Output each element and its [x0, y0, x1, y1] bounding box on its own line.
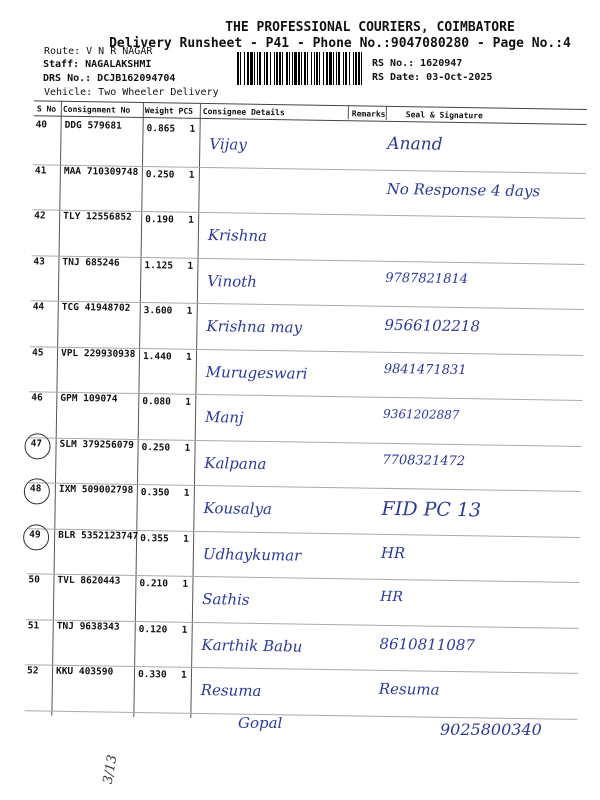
row-weight: 0.080 — [142, 396, 171, 408]
row-sno: 45 — [31, 346, 44, 358]
row-signature: 9566102218 — [384, 315, 481, 336]
barcode-image — [236, 52, 364, 85]
row-sno: 47 — [30, 437, 43, 449]
row-weight: 0.190 — [145, 214, 174, 226]
row-weight: 3.600 — [143, 305, 173, 317]
row-consignment: MAA 710309748 — [63, 165, 139, 178]
row-consignee-name: Karthik Babu — [201, 635, 303, 656]
row-consignee-name: Resuma — [200, 681, 262, 700]
row-consignee-name: Murugeswari — [205, 362, 308, 383]
row-pcs: 1 — [183, 487, 190, 499]
extra-consignee-name: Gopal — [238, 714, 283, 732]
row-pcs: 1 — [183, 533, 189, 545]
row-sno: 49 — [29, 528, 41, 540]
rs-number: RS No.: 1620947 — [372, 58, 463, 69]
row-consignment: TNJ 685246 — [62, 256, 120, 269]
row-pcs: 1 — [184, 442, 191, 454]
row-consignee-name: Vijay — [209, 135, 247, 154]
row-pcs: 1 — [182, 578, 189, 590]
row-consignee-name: Kousalya — [203, 499, 273, 519]
row-weight: 0.210 — [139, 578, 169, 590]
rs-date: RS Date: 03-Oct-2025 — [372, 72, 493, 83]
row-consignment: DDG 579681 — [64, 119, 122, 132]
row-circle-mark — [23, 524, 49, 550]
col-sno: S No — [36, 104, 57, 114]
row-sno: 48 — [29, 483, 42, 495]
row-signature: 7708321472 — [382, 452, 466, 469]
col-weight-pcs: Weight PCS — [144, 106, 194, 116]
staff-label: Staff: NAGALAKSHMI — [43, 59, 152, 70]
row-pcs: 1 — [188, 214, 194, 226]
drs-label: DRS No.: DCJB162094704 — [43, 73, 176, 84]
row-weight: 0.330 — [137, 669, 167, 681]
row-consignee-name: Sathis — [202, 590, 250, 609]
row-signature: 9841471831 — [383, 361, 467, 378]
row-pcs: 1 — [186, 305, 193, 317]
table-row — [4, 666, 578, 720]
col-consignee: Consignee Details — [202, 106, 285, 118]
row-sno: 46 — [31, 392, 43, 404]
row-weight: 1.440 — [142, 350, 172, 363]
row-consignment: GPM 109074 — [60, 392, 118, 405]
extra-signature: 9025800340 — [440, 720, 542, 739]
row-circle-mark — [24, 478, 50, 504]
vehicle-label: Vehicle: Two Wheeler Delivery — [44, 87, 219, 98]
row-pcs: 1 — [188, 169, 195, 181]
row-weight: 1.125 — [144, 259, 174, 272]
row-consignment: BLR 5352123747 — [58, 529, 139, 542]
row-signature: HR — [380, 588, 404, 606]
footer-note: 3/13 — [100, 753, 121, 786]
row-consignment: TLY 12556852 — [63, 210, 132, 223]
row-signature: No Response 4 days — [386, 179, 541, 200]
row-pcs: 1 — [187, 260, 194, 272]
row-sno: 40 — [35, 119, 48, 131]
row-sno: 43 — [33, 255, 46, 268]
row-pcs: 1 — [189, 123, 196, 135]
row-pcs: 1 — [180, 669, 187, 681]
row-consignment: TNJ 9638343 — [56, 620, 120, 633]
row-consignment: TCG 41948702 — [61, 301, 131, 314]
col-consignment: Consignment No — [62, 104, 131, 115]
row-signature: Anand — [387, 133, 443, 155]
row-signature: FID PC 13 — [381, 497, 482, 522]
row-pcs: 1 — [185, 351, 192, 363]
runsheet-table — [4, 100, 587, 749]
row-consignment: KKU 403590 — [55, 665, 114, 678]
row-weight: 0.355 — [140, 532, 169, 544]
row-weight: 0.865 — [146, 123, 176, 135]
row-consignment: VPL 229930938 — [60, 347, 136, 360]
row-signature: 9787821814 — [385, 270, 469, 287]
row-signature: Resuma — [378, 679, 440, 699]
row-weight: 0.250 — [145, 168, 175, 181]
row-consignment: SLM 379256079 — [59, 438, 135, 451]
row-signature: 8610811087 — [379, 634, 476, 654]
row-pcs: 1 — [185, 396, 192, 408]
row-sno: 51 — [27, 619, 40, 631]
runsheet-subtitle: Delivery Runsheet - P41 - Phone No.:9047080280 - Page No.:4 — [109, 36, 571, 51]
row-consignee-name: Kalpana — [204, 453, 267, 473]
row-consignee-name: Krishna may — [206, 317, 303, 337]
row-consignee-name: Vinoth — [207, 271, 258, 291]
row-consignee-name: Krishna — [207, 226, 268, 245]
row-circle-mark — [24, 433, 50, 459]
row-pcs: 1 — [181, 624, 188, 636]
row-consignee-name: Manj — [204, 408, 244, 427]
row-sno: 41 — [34, 164, 47, 177]
col-seal-signature: Seal & Signature — [405, 110, 483, 121]
row-consignment: TVL 8620443 — [57, 574, 121, 587]
company-title: THE PROFESSIONAL COURIERS, COIMBATORE — [225, 20, 515, 35]
row-sno: 42 — [34, 210, 46, 222]
route-label: Route: V N R NAGAR — [44, 46, 153, 57]
row-consignment: IXM 509002798 — [58, 483, 134, 496]
row-signature: HR — [380, 543, 406, 562]
row-consignee-name: Udhaykumar — [202, 544, 302, 565]
row-divider — [24, 710, 577, 720]
row-signature: 9361202887 — [383, 406, 460, 423]
row-sno: 44 — [32, 301, 45, 313]
row-weight: 0.250 — [141, 441, 171, 453]
row-weight: 0.120 — [138, 623, 168, 635]
row-weight: 0.350 — [140, 487, 170, 499]
row-sno: 52 — [26, 665, 39, 677]
col-remarks: Remarks — [351, 109, 386, 119]
row-sno: 50 — [28, 574, 41, 586]
